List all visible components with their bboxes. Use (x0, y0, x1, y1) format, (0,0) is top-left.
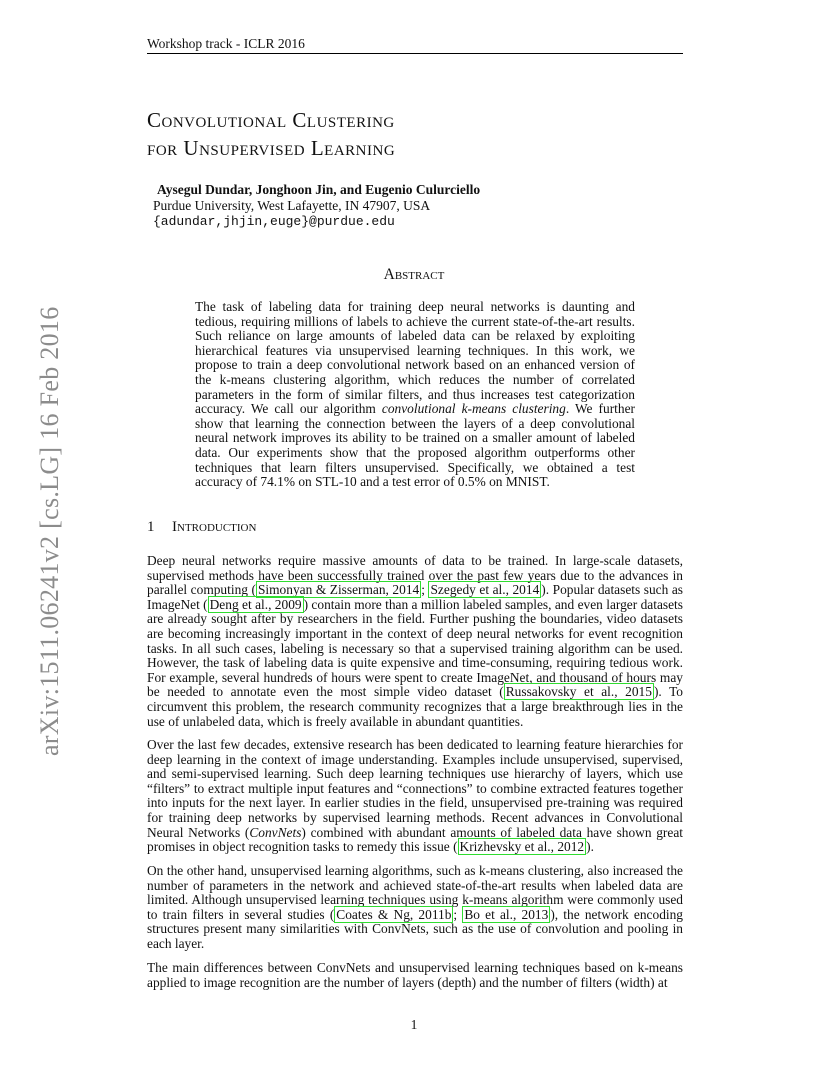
paragraph-text: ) combined with abundant amounts of labeled data have shown great promises in object recognition tasks to remedy this issue ( (147, 824, 683, 855)
intro-paragraph-4 (147, 961, 683, 990)
arxiv-stamp: arXiv:1511.06241v2 [cs.LG] 16 Feb 2016 (35, 306, 64, 756)
paragraph-emphasis: ConvNets (249, 824, 302, 840)
citation-link[interactable]: Krizhevsky et al., 2012 (459, 839, 585, 855)
citation-link[interactable]: Russakovsky et al., 2015 (505, 684, 652, 700)
author-email[interactable]: {adundar,jhjin,euge}@purdue.edu (153, 214, 395, 229)
citation-link[interactable]: Bo et al., 2013 (464, 906, 549, 922)
paragraph-text: ; (453, 906, 463, 922)
page-number: 1 (410, 1017, 418, 1032)
title-line-1: Convolutional Clustering (147, 108, 395, 132)
paragraph-text: ). (586, 839, 594, 855)
paragraph-text: Deep neural networks require massive amounts of data to be trained. In large-scale datasets, supervised methods have been successfully trained over the past few years due to the advances in parallel computing ( (147, 553, 683, 598)
paragraph-text: The main differences between ConvNets and unsupervised learning techniques based on k-means applied to image recognition are the number of layers (depth) and the number of filters (width) at (147, 960, 683, 990)
paragraph-text: ; (421, 582, 429, 598)
abstract-heading-row (0, 266, 828, 284)
citation-link[interactable]: Szegedy et al., 2014 (430, 582, 540, 598)
citation-link[interactable]: Simonyan & Zisserman, 2014 (257, 582, 420, 598)
section-title: Introduction (172, 519, 257, 535)
paragraph-text: ), the network encoding structures present many similarities with ConvNets, such as the use of convolution and pooling in each layer. (147, 906, 683, 951)
running-header: Workshop track - ICLR 2016 (147, 36, 305, 51)
section-heading-introduction (147, 519, 256, 536)
intro-paragraph-3 (147, 864, 683, 952)
intro-paragraph-2 (147, 738, 683, 855)
abstract-body (195, 300, 635, 490)
paragraph-text: ) contain more than a million labeled samples, and even larger datasets are already sought after by researchers in the field. Further pushing the boundaries, video datasets are becoming increasingly important in the context of deep neural networks for event recognition tasks. In all such cases, labeling is necessary so that a supervised training algorithm can be used. However, the task of labeling data is quite expensive and time-consuming, requiring tedious work. For example, several hundreds of hours were spent to create ImageNet, and thousand of hours may be needed to annotate even the most simple video dataset ( (147, 596, 683, 700)
citation-link[interactable]: Coates & Ng, 2011b (336, 906, 452, 922)
author-affiliation: Purdue University, West Lafayette, IN 47907, USA (153, 198, 431, 213)
citation-link[interactable]: Deng et al., 2009 (209, 596, 302, 612)
paragraph-text: Over the last few decades, extensive research has been dedicated to learning feature hierarchies for deep learning in the context of image understanding. Examples include unsupervised, supervised, and semi-supervised learning. Such deep learning techniques use hierarchy of layers, which use “filters” to extract multiple input features and “connections” to combine extracted features together into inputs for the next layer. In earlier studies in the field, unsupervised pre-training was required for training deep networks by supervised learning methods. Recent advances in Convolutional Neural Networks ( (147, 737, 683, 840)
header-rule (147, 53, 683, 54)
abstract-emphasis: convolutional k-means clustering (381, 401, 566, 417)
paper-title (147, 106, 395, 162)
abstract-heading: Abstract (383, 266, 445, 283)
paragraph-text: ). To circumvent this problem, the research community recognizes that a large breakthrough lies in the use of unlabeled data, which is freely available in abundant quantities. (147, 684, 684, 729)
author-names: Aysegul Dundar, Jonghoon Jin, and Eugenio Culurciello (157, 182, 481, 197)
paragraph-text: ). Popular datasets such as ImageNet ( (147, 582, 683, 612)
paragraph-text: On the other hand, unsupervised learning algorithms, such as k-means clustering, also increased the number of parameters in the network and achieved state-of-the-art results when labeled data are limited. Although unsupervised learning techniques using k-means algorithm were commonly used to train filters in several studies ( (147, 863, 683, 922)
abstract-text: . We further show that learning the connection between the layers of a deep convolutional neural network improves its ability to be trained on a smaller amount of labeled data. Our experiments show that the proposed algorithm outperforms other techniques that learn filters unsupervised. Specifically, we obtained a test accuracy of 74.1% on STL-10 and a test error of 0.5% on MNIST. (195, 401, 635, 490)
title-line-2: for Unsupervised Learning (147, 136, 396, 160)
section-number: 1 (147, 519, 155, 535)
abstract-text: The task of labeling data for training deep neural networks is daunting and tedious, requiring millions of labels to achieve the current state-of-the-art results. Such reliance on large amounts of labeled data can be relaxed by exploiting hierarchical features via unsupervised learning techniques. In this work, we propose to train a deep convolutional network based on an enhanced version of the k-means clustering algorithm, which reduces the number of correlated parameters in the form of similar filters, and thus increases test categorization accuracy. We call our algorithm (195, 299, 635, 417)
intro-paragraph-1 (147, 554, 683, 729)
